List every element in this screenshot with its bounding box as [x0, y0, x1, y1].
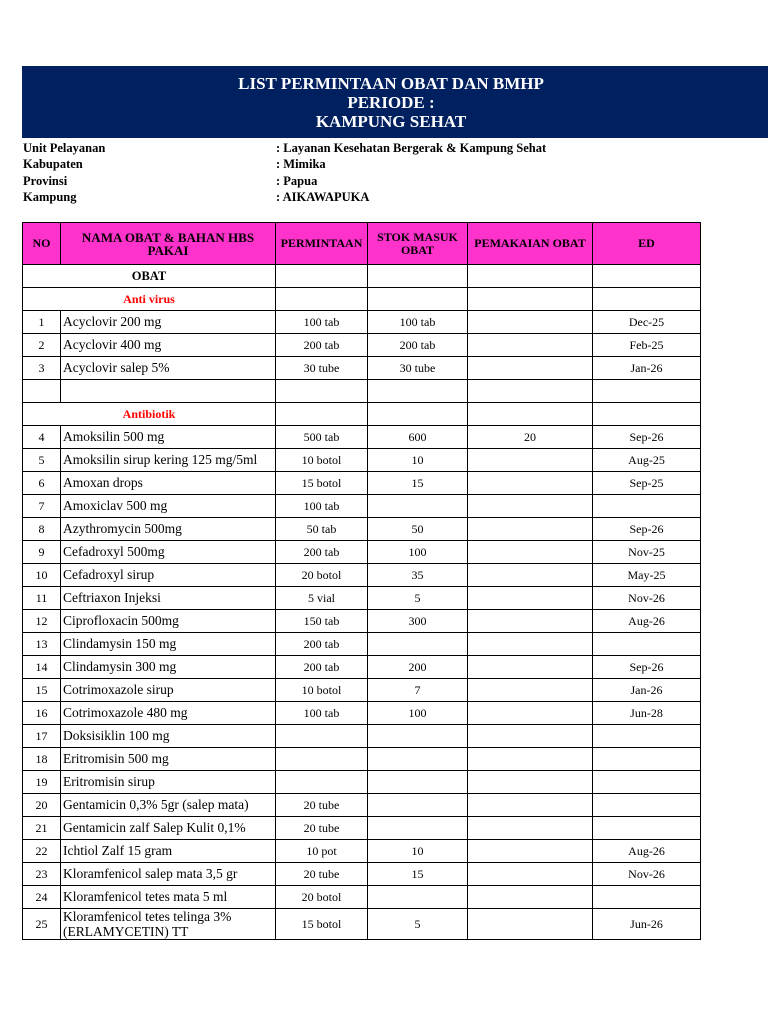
spacer-row [23, 380, 701, 403]
cell-stock: 100 [368, 702, 468, 725]
cell-request: 100 tab [276, 702, 368, 725]
empty-cell [276, 380, 368, 403]
cell-request: 100 tab [276, 311, 368, 334]
cell-stock [368, 817, 468, 840]
header-ed: ED [593, 223, 701, 265]
cell-name: Ichtiol Zalf 15 gram [61, 840, 276, 863]
cell-usage [468, 633, 593, 656]
cell-no: 5 [23, 449, 61, 472]
info-label: Provinsi [23, 173, 68, 188]
cell-request [276, 771, 368, 794]
table-row [23, 909, 701, 940]
cell-usage [468, 541, 593, 564]
category-row [23, 288, 701, 311]
cell-request: 5 vial [276, 587, 368, 610]
cell-stock: 10 [368, 840, 468, 863]
cell-no: 24 [23, 886, 61, 909]
cell-no: 2 [23, 334, 61, 357]
cell-usage [468, 725, 593, 748]
cell-no: 7 [23, 495, 61, 518]
title-line-3: KAMPUNG SEHAT [315, 112, 467, 131]
cell-no: 22 [23, 840, 61, 863]
cell-stock [368, 886, 468, 909]
cell-no: 18 [23, 748, 61, 771]
cell-stock: 15 [368, 472, 468, 495]
cell-name: Amoxan drops [61, 472, 276, 495]
cell-stock: 200 tab [368, 334, 468, 357]
cell-no: 20 [23, 794, 61, 817]
header-stock: STOK MASUK OBAT [368, 223, 468, 265]
table-body [23, 265, 701, 940]
table-row [23, 679, 701, 702]
cell-usage [468, 702, 593, 725]
cell-ed: Sep-26 [593, 426, 701, 449]
cell-ed [593, 633, 701, 656]
table-row [23, 518, 701, 541]
cell-no: 1 [23, 311, 61, 334]
cell-ed: Jan-26 [593, 357, 701, 380]
cell-usage [468, 886, 593, 909]
table-row [23, 771, 701, 794]
cell-ed: Jan-26 [593, 679, 701, 702]
cell-stock: 100 [368, 541, 468, 564]
cell-name: Kloramfenicol tetes mata 5 ml [61, 886, 276, 909]
empty-cell [276, 403, 368, 426]
medicine-request-table [22, 222, 701, 940]
cell-stock: 30 tube [368, 357, 468, 380]
cell-ed: Feb-25 [593, 334, 701, 357]
cell-request: 20 tube [276, 863, 368, 886]
cell-name: Azythromycin 500mg [61, 518, 276, 541]
table-row [23, 587, 701, 610]
cell-stock: 35 [368, 564, 468, 587]
cell-usage [468, 495, 593, 518]
header-no: NO [23, 223, 61, 265]
category-row [23, 403, 701, 426]
cell-no: 15 [23, 679, 61, 702]
cell-request: 100 tab [276, 495, 368, 518]
cell-no: 3 [23, 357, 61, 380]
cell-stock: 50 [368, 518, 468, 541]
table-row [23, 817, 701, 840]
cell-stock: 7 [368, 679, 468, 702]
header-request: PERMINTAAN [276, 223, 368, 265]
table-row [23, 564, 701, 587]
table-row [23, 656, 701, 679]
cell-usage [468, 587, 593, 610]
cell-stock: 5 [368, 909, 468, 940]
cell-request [276, 725, 368, 748]
cell-name: Clindamysin 300 mg [61, 656, 276, 679]
cell-no: 6 [23, 472, 61, 495]
cell-ed: Nov-25 [593, 541, 701, 564]
cell-ed: May-25 [593, 564, 701, 587]
cell-no: 13 [23, 633, 61, 656]
cell-usage [468, 472, 593, 495]
cell-name: Gentamicin 0,3% 5gr (salep mata) [61, 794, 276, 817]
cell-usage [468, 794, 593, 817]
document-title-banner [22, 66, 768, 138]
info-row-provinsi [23, 173, 723, 189]
table-header-row [23, 223, 701, 265]
empty-cell [276, 265, 368, 288]
cell-no: 12 [23, 610, 61, 633]
cell-ed: Sep-26 [593, 518, 701, 541]
cell-usage [468, 449, 593, 472]
empty-cell [61, 380, 276, 403]
empty-cell [593, 288, 701, 311]
table-row [23, 426, 701, 449]
cell-name: Doksisiklin 100 mg [61, 725, 276, 748]
table-row [23, 748, 701, 771]
cell-request [276, 748, 368, 771]
info-value: : AIKAWAPUKA [276, 189, 370, 204]
cell-request: 15 botol [276, 472, 368, 495]
empty-cell [368, 380, 468, 403]
info-row-kampung [23, 189, 723, 205]
cell-no: 17 [23, 725, 61, 748]
empty-cell [593, 380, 701, 403]
table-row [23, 334, 701, 357]
empty-cell [468, 403, 593, 426]
cell-no: 8 [23, 518, 61, 541]
empty-cell [468, 380, 593, 403]
cell-stock [368, 633, 468, 656]
cell-usage [468, 840, 593, 863]
cell-no: 21 [23, 817, 61, 840]
table-row [23, 633, 701, 656]
cell-request: 10 pot [276, 840, 368, 863]
cell-no: 25 [23, 909, 61, 940]
empty-cell [593, 265, 701, 288]
cell-stock [368, 495, 468, 518]
title-line-1: LIST PERMINTAAN OBAT DAN BMHP [238, 74, 544, 93]
cell-request: 20 botol [276, 886, 368, 909]
table-row [23, 541, 701, 564]
cell-stock: 5 [368, 587, 468, 610]
cell-request: 20 botol [276, 564, 368, 587]
cell-stock: 100 tab [368, 311, 468, 334]
section-row [23, 265, 701, 288]
cell-name: Amoksilin 500 mg [61, 426, 276, 449]
cell-name: Eritromisin sirup [61, 771, 276, 794]
cell-name: Acyclovir 400 mg [61, 334, 276, 357]
cell-stock [368, 725, 468, 748]
cell-ed: Nov-26 [593, 587, 701, 610]
cell-request: 200 tab [276, 334, 368, 357]
cell-name: Eritromisin 500 mg [61, 748, 276, 771]
cell-name: Kloramfenicol tetes telinga 3% (ERLAMYCETIN) TT [61, 909, 276, 940]
cell-name: Cotrimoxazole 480 mg [61, 702, 276, 725]
title-line-2: PERIODE : [347, 93, 435, 112]
section-label: OBAT [23, 265, 276, 288]
info-row-kabupaten [23, 156, 723, 172]
cell-no: 16 [23, 702, 61, 725]
cell-ed: Sep-25 [593, 472, 701, 495]
table-row [23, 886, 701, 909]
cell-usage [468, 771, 593, 794]
cell-no: 11 [23, 587, 61, 610]
cell-stock: 15 [368, 863, 468, 886]
cell-usage [468, 518, 593, 541]
cell-request: 20 tube [276, 794, 368, 817]
table-row [23, 702, 701, 725]
cell-no: 9 [23, 541, 61, 564]
empty-cell [276, 288, 368, 311]
header-name: NAMA OBAT & BAHAN HBS PAKAI [61, 223, 276, 265]
info-value: : Mimika [276, 157, 326, 172]
cell-request: 150 tab [276, 610, 368, 633]
cell-stock: 10 [368, 449, 468, 472]
cell-stock: 600 [368, 426, 468, 449]
cell-ed: Jun-28 [593, 702, 701, 725]
empty-cell [593, 403, 701, 426]
cell-name: Gentamicin zalf Salep Kulit 0,1% [61, 817, 276, 840]
cell-stock: 300 [368, 610, 468, 633]
table-row [23, 840, 701, 863]
cell-stock: 200 [368, 656, 468, 679]
cell-name: Clindamysin 150 mg [61, 633, 276, 656]
cell-usage [468, 817, 593, 840]
category-label: Anti virus [23, 288, 276, 311]
cell-usage [468, 564, 593, 587]
cell-request: 10 botol [276, 449, 368, 472]
cell-name: Ciprofloxacin 500mg [61, 610, 276, 633]
cell-usage [468, 656, 593, 679]
cell-name: Cefadroxyl sirup [61, 564, 276, 587]
cell-name: Acyclovir salep 5% [61, 357, 276, 380]
cell-usage [468, 334, 593, 357]
empty-cell [468, 288, 593, 311]
cell-request: 15 botol [276, 909, 368, 940]
table-row [23, 449, 701, 472]
cell-ed: Sep-26 [593, 656, 701, 679]
cell-no: 4 [23, 426, 61, 449]
cell-name: Ceftriaxon Injeksi [61, 587, 276, 610]
cell-name: Cotrimoxazole sirup [61, 679, 276, 702]
table-row [23, 472, 701, 495]
cell-ed: Jun-26 [593, 909, 701, 940]
cell-ed: Aug-26 [593, 840, 701, 863]
empty-cell [368, 265, 468, 288]
cell-stock [368, 794, 468, 817]
cell-ed: Aug-26 [593, 610, 701, 633]
table-row [23, 610, 701, 633]
cell-no: 23 [23, 863, 61, 886]
cell-name: Amoxiclav 500 mg [61, 495, 276, 518]
cell-name: Kloramfenicol salep mata 3,5 gr [61, 863, 276, 886]
cell-request: 50 tab [276, 518, 368, 541]
info-value: : Layanan Kesehatan Bergerak & Kampung Sehat [276, 141, 547, 155]
table-row [23, 311, 701, 334]
info-label: Unit Pelayanan [23, 141, 106, 155]
empty-cell [368, 403, 468, 426]
cell-request: 20 tube [276, 817, 368, 840]
cell-request: 10 botol [276, 679, 368, 702]
cell-usage: 20 [468, 426, 593, 449]
cell-name: Cefadroxyl 500mg [61, 541, 276, 564]
cell-usage [468, 748, 593, 771]
cell-request: 500 tab [276, 426, 368, 449]
cell-usage [468, 610, 593, 633]
empty-cell [23, 380, 61, 403]
cell-stock [368, 748, 468, 771]
cell-ed: Nov-26 [593, 863, 701, 886]
table-row [23, 495, 701, 518]
cell-usage [468, 357, 593, 380]
cell-stock [368, 771, 468, 794]
empty-cell [468, 265, 593, 288]
info-value: : Papua [276, 173, 318, 188]
cell-ed [593, 817, 701, 840]
cell-ed [593, 495, 701, 518]
cell-usage [468, 909, 593, 940]
info-label: Kabupaten [23, 157, 83, 172]
info-label: Kampung [23, 189, 77, 204]
cell-ed [593, 725, 701, 748]
table-row [23, 725, 701, 748]
cell-name: Acyclovir 200 mg [61, 311, 276, 334]
cell-usage [468, 311, 593, 334]
cell-ed [593, 771, 701, 794]
cell-name: Amoksilin sirup kering 125 mg/5ml [61, 449, 276, 472]
cell-ed [593, 886, 701, 909]
cell-ed: Dec-25 [593, 311, 701, 334]
cell-usage [468, 679, 593, 702]
info-row-unit [23, 140, 723, 156]
cell-request: 200 tab [276, 656, 368, 679]
cell-ed [593, 748, 701, 771]
cell-request: 200 tab [276, 633, 368, 656]
empty-cell [368, 288, 468, 311]
table-row [23, 357, 701, 380]
cell-no: 19 [23, 771, 61, 794]
cell-request: 30 tube [276, 357, 368, 380]
info-block [23, 140, 723, 205]
cell-request: 200 tab [276, 541, 368, 564]
table-row [23, 794, 701, 817]
cell-ed: Aug-25 [593, 449, 701, 472]
table-row [23, 863, 701, 886]
cell-no: 14 [23, 656, 61, 679]
cell-ed [593, 794, 701, 817]
category-label: Antibiotik [23, 403, 276, 426]
cell-usage [468, 863, 593, 886]
header-usage: PEMAKAIAN OBAT [468, 223, 593, 265]
cell-no: 10 [23, 564, 61, 587]
